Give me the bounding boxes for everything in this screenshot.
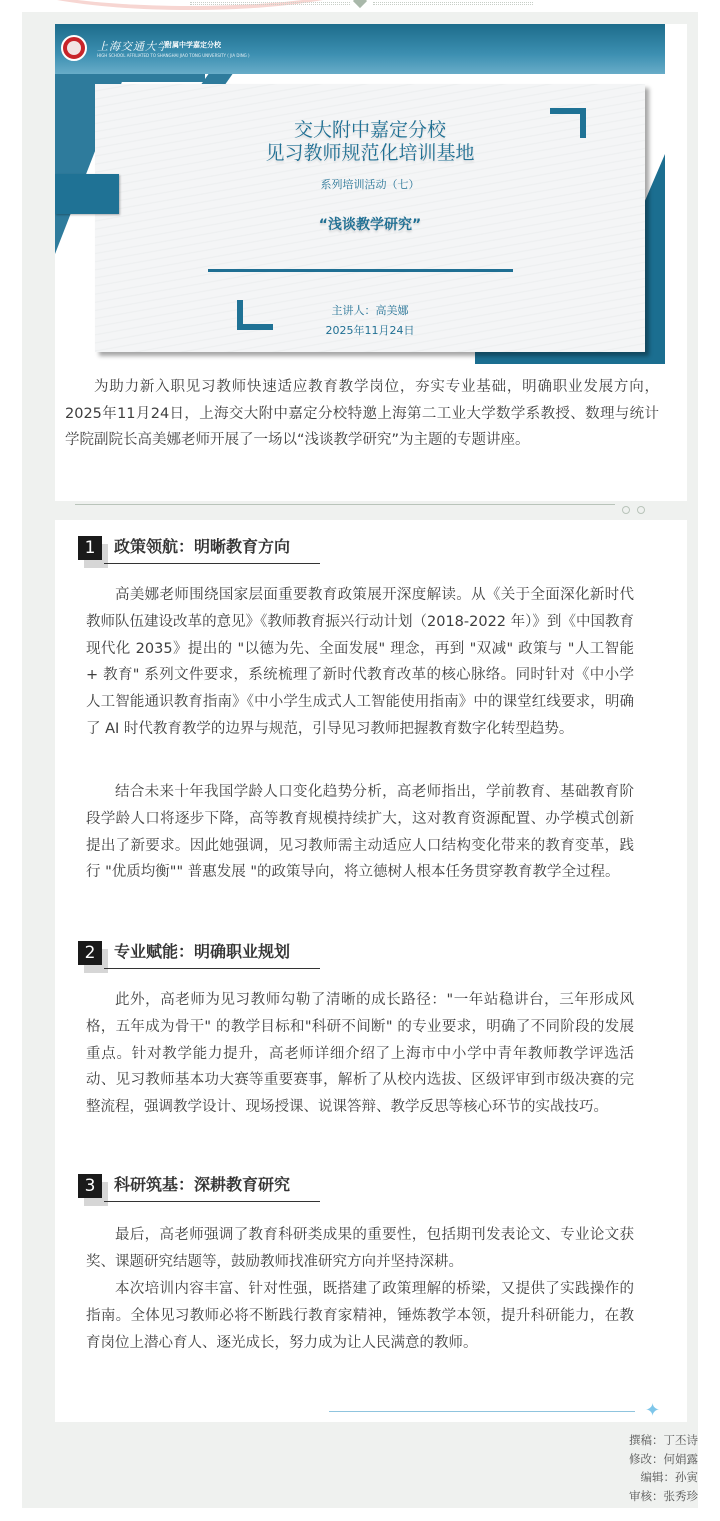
slide-panel	[95, 84, 645, 352]
credit-editor: 编辑：孙寅	[640, 1470, 698, 1484]
section-title: 专业赋能：明确职业规划	[114, 942, 291, 961]
section-2-paragraph-1: 此外，高老师为见习教师勾勒了清晰的成长路径："一年站稳讲台，三年形成风格，五年成为骨干" 的教学目标和"科研不间断" 的专业要求，明确了不同阶段的发展重点。针对教学能力提升，高老师详细介绍了上海市中小学中青年教师教学评选活动、见习教师基本功大赛等重要赛事，解析了从校内选拔、区级评审到市级决赛的完整流程，强调教学设计、现场授课、说课答辩、教学反思等核心环节的实战技巧。	[86, 992, 634, 1116]
school-logo-icon	[61, 35, 87, 61]
intro-paragraph: 为助力新入职见习教师快速适应教育教学岗位，夯实专业基础，明确职业发展方向，2025年11月24日，上海交大附中嘉定分校特邀上海第二工业大学数学系教授、数理与统计学院副院长高美娜老师开展了一场以“浅谈教学研究”为主题的专题讲座。	[65, 379, 659, 448]
section-1-paragraph-2: 结合未来十年我国学龄人口变化趋势分析，高老师指出，学前教育、基础教育阶段学龄人口将逐步下降，高等教育规模持续扩大，这对教育资源配置、办学模式创新提出了新要求。因此她强调，见习教师需主动适应人口结构变化带来的教育变革，践行 "优质均衡"" 普惠发展 "的政策导向，将立德树人根本任务贯穿教育教学全过程。	[86, 784, 634, 881]
section-1-paragraph-1: 高美娜老师围绕国家层面重要教育政策展开深度解读。从《关于全面深化新时代教师队伍建设改革的意见》《教师教育振兴行动计划（2018-2022 年）》到《中国教育现代化 2035》提出的 "以德为先、全面发展" 理念，再到 "双减" 政策与 "人工智能 + 教育" 系列文件要求，系统梳理了新时代教育改革的核心脉络。同时针对《中小学人工智能通识教育指南》《中小学生成式人工智能使用指南》中的课堂红线要求，明确了 AI 时代教育教学的边界与规范，引导见习教师把握教育数字化转型趋势。	[86, 587, 634, 737]
credit-reviewer: 审核：张秀珍	[629, 1488, 698, 1503]
slide-speaker: 主讲人：高美娜	[331, 304, 409, 317]
banner-header	[55, 24, 665, 74]
slide-divider	[208, 269, 513, 272]
circle-icon	[622, 506, 630, 514]
brand-university: 上海交通大学	[97, 40, 169, 53]
section-number: 2	[78, 941, 102, 965]
dotted-line-left	[190, 2, 350, 5]
dotted-line-right	[373, 2, 533, 5]
slide-subtitle: 系列培训活动（七）	[320, 178, 420, 191]
diamond-icon	[353, 0, 367, 8]
decor-bottom-bar	[475, 352, 665, 364]
title-underline	[104, 1201, 320, 1202]
brand-school: 附属中学嘉定分校	[165, 41, 221, 49]
section-3-paragraph-1: 最后，高老师强调了教育科研类成果的重要性，包括期刊发表论文、专业论文获奖、课题研究结题等，鼓励教师找准研究方向并坚持深耕。	[86, 1227, 634, 1270]
slide-topic: “浅谈教学研究”	[318, 217, 422, 233]
circle-icon	[637, 506, 645, 514]
slide-date: 2025年11月24日	[325, 324, 415, 337]
credit-reviser: 修改：何娟露	[629, 1451, 698, 1466]
slide-title-line1: 交大附中嘉定分校	[293, 119, 446, 141]
sparkle-icon: ✦	[645, 1400, 661, 1421]
section-title: 科研筑基：深耕教育研究	[114, 1175, 291, 1194]
top-divider	[190, 0, 530, 8]
title-underline	[104, 968, 320, 969]
footer-divider	[329, 1411, 635, 1412]
section-number: 1	[78, 536, 102, 560]
brand-english: HIGH SCHOOL AFFILIATED TO SHANGHAI JIAO TONG UNIVERSITY ( JIA DING )	[97, 53, 250, 58]
slide-title-line2: 见习教师规范化培训基地	[265, 142, 475, 164]
section-number: 3	[78, 1174, 102, 1198]
decor-block	[55, 174, 119, 214]
section-divider	[75, 504, 615, 505]
credit-writer: 撰稿：丁丕诗	[629, 1433, 698, 1447]
credits	[629, 1431, 698, 1505]
banner-image	[55, 24, 665, 364]
divider-circles	[622, 499, 652, 518]
title-underline	[104, 563, 320, 564]
section-3-paragraph-2: 本次培训内容丰富、针对性强，既搭建了政策理解的桥梁，又提供了实践操作的指南。全体见习教师必将不断践行教育家精神，锤炼教学本领，提升科研能力，在教育岗位上潜心育人、逐光成长，努力成为让人民满意的教师。	[86, 1281, 634, 1351]
section-title: 政策领航：明晰教育方向	[114, 537, 291, 556]
decor-slant	[201, 74, 232, 84]
